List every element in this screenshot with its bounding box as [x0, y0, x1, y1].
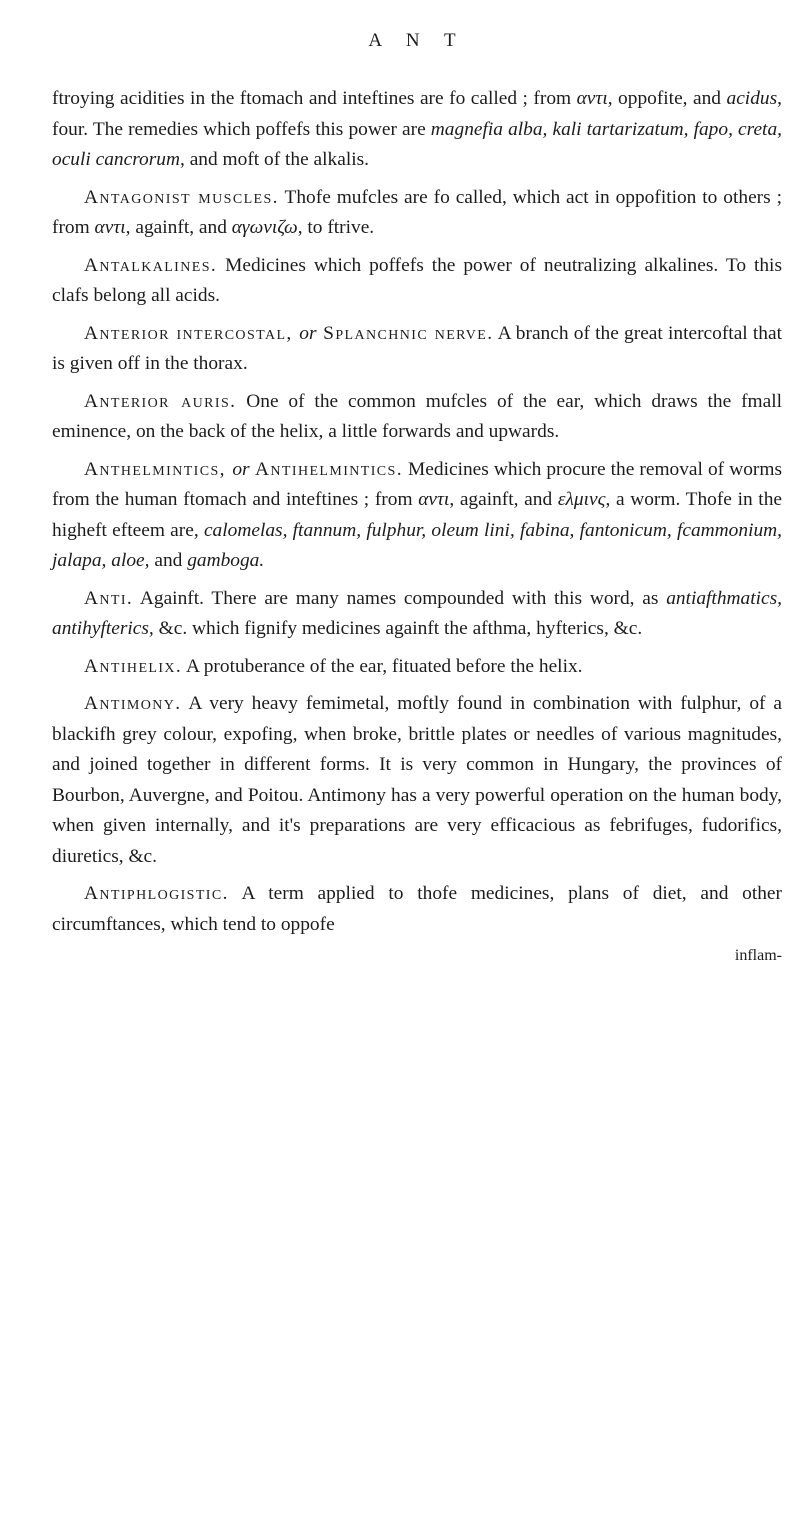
entry-text: &c. which fignify medicines againft the afthma, hyfterics, &c. — [153, 618, 643, 639]
entry-text: Medicines which poffefs the power of neutralizing alkalines. To this clafs belong all acids. — [52, 254, 782, 306]
italic-term: gamboga. — [187, 550, 265, 571]
italic-term: magnefia alba, kali tartarizatum, fapo, creta, oculi cancrorum — [52, 118, 782, 170]
entry-text: , oppofite, and — [607, 88, 727, 109]
entry-headword: Anthelmintics, — [84, 458, 233, 480]
entry-text: , and moft of the alkalis. — [180, 149, 370, 170]
entry-text: One of the common mufcles of the ear, which draws the fmall eminence, on the back of the helix, a little forwards and upwards. — [52, 390, 782, 442]
entry-headword: Antimony. — [84, 693, 182, 714]
dictionary-entry — [52, 584, 782, 645]
dictionary-entry — [52, 689, 782, 872]
entry-headword: Antagonist muscles. — [84, 186, 279, 208]
entry-text: , a worm. Thofe in the higheft efteem are, — [52, 489, 782, 541]
dictionary-text — [52, 84, 782, 940]
entry-text: , four. The remedies which poffefs this power are — [52, 88, 782, 140]
entry-headword: Antihelix. — [84, 655, 183, 677]
entry-text: , againft, and — [125, 217, 232, 238]
entry-text: A branch of the great intercoftal that is given off in the thorax. — [52, 322, 782, 374]
italic-term: antiafthmatics, antihyfterics, — [52, 587, 782, 639]
greek-word: αντι — [418, 489, 450, 510]
catchword: inflam- — [734, 947, 782, 964]
dictionary-entry — [52, 387, 782, 448]
dictionary-entry — [52, 455, 782, 577]
italic-term: acidus — [726, 88, 778, 109]
greek-word: ελμινς — [557, 489, 606, 510]
entry-text: A very heavy femimetal, moftly found in combination with fulphur, of a blackifh grey colour, expofing, when broke, brittle plates or needles of various magnitudes, and joined together in different forms. It is very common in Hungary, the provinces of Bourbon, Auvergne, and Poitou. Antimony has a very powerful operation on the human body, when given internally, and it's preparations are very efficacious as febrifuges, fudorifics, diuretics, &c. — [52, 693, 782, 867]
greek-word: αντι — [576, 88, 608, 109]
entry-headword: Anti. — [84, 587, 134, 609]
entry-text: , againft, and — [449, 489, 558, 510]
entry-headword: Splanchnic nerve. — [316, 322, 494, 344]
greek-word: αγωνιζω — [231, 217, 298, 238]
dictionary-entry — [52, 652, 782, 683]
entry-text: ftroying acidities in the ftomach and inteftines are fo called ; from — [52, 88, 577, 109]
greek-word: αντι — [94, 217, 126, 238]
dictionary-entry — [52, 319, 782, 380]
entry-text: A term applied to thofe medicines, plans of diet, and other circumftances, which tend to oppofe — [52, 883, 782, 935]
entry-text: Againft. There are many names compounded with this word, as — [133, 587, 667, 609]
entry-text: Medicines which procure the removal of worms from the human ftomach and inteftines ; from — [52, 458, 783, 510]
entry-text: Thofe mufcles are fo called, which act in oppofition to others ; from — [52, 186, 782, 238]
dictionary-entry — [52, 251, 782, 312]
entry-text: and — [149, 550, 188, 571]
entry-headword: Antihelmintics. — [249, 458, 403, 480]
entry-text: , to ftrive. — [297, 217, 375, 238]
entry-text: A protuberance of the ear, fituated before the helix. — [182, 655, 583, 677]
entry-headword: Anterior intercostal, — [84, 322, 300, 344]
entry-headword: Antalkalines. — [84, 254, 218, 276]
entry-headword: Anterior auris. — [84, 390, 237, 412]
dictionary-entry — [52, 183, 782, 244]
italic-term: or — [299, 322, 317, 344]
dictionary-entry — [52, 879, 782, 940]
running-head: A N T — [368, 30, 466, 51]
italic-term: or — [232, 458, 250, 480]
entry-continuation — [52, 84, 782, 176]
entry-headword: Antiphlogistic. — [84, 883, 229, 904]
italic-term: calomelas, ftannum, fulphur, oleum lini, fabina, fantonicum, fcammonium, jalapa, aloe, — [52, 519, 782, 571]
